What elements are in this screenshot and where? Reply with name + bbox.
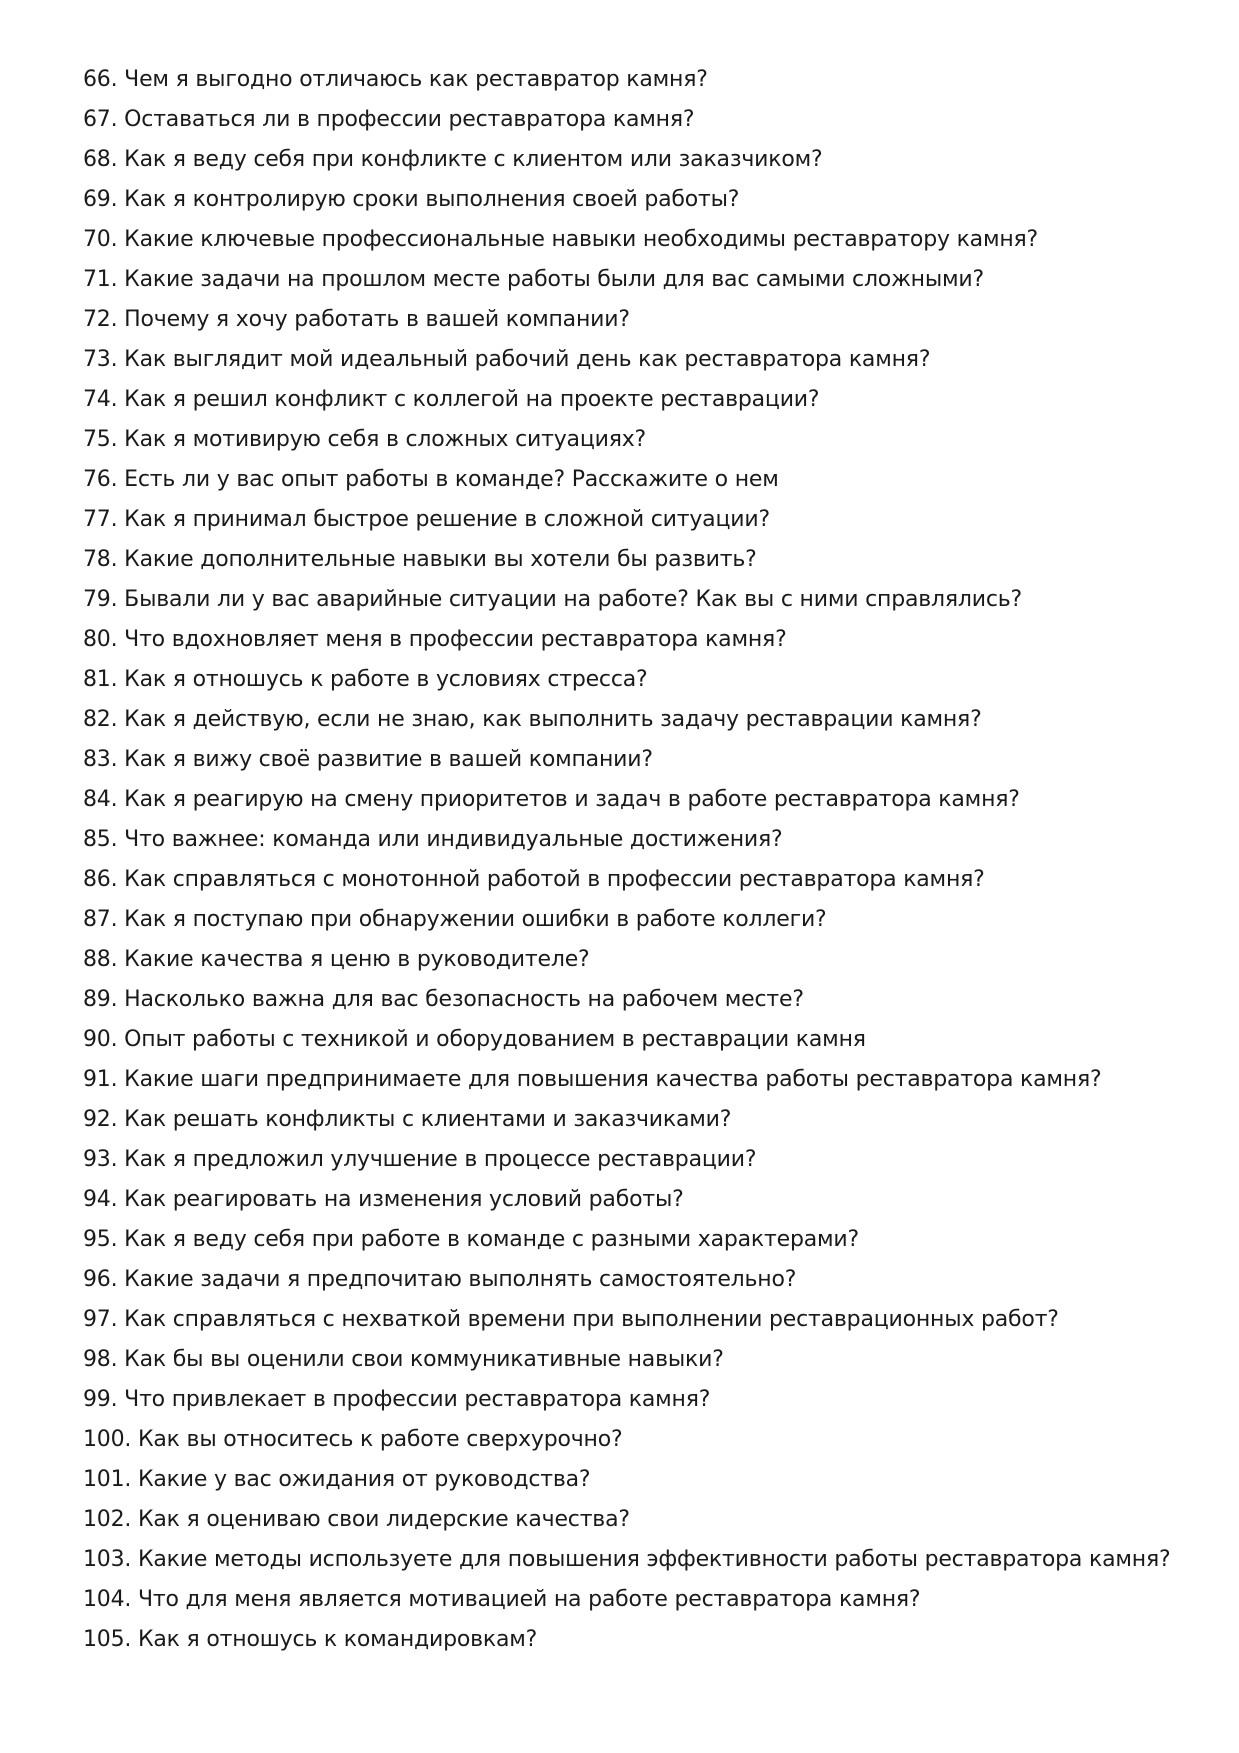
question-item: 100. Как вы относитесь к работе сверхурочно? [83, 1427, 623, 1452]
question-item: 77. Как я принимал быстрое решение в сложной ситуации? [83, 507, 770, 532]
question-item: 74. Как я решил конфликт с коллегой на проекте реставрации? [83, 387, 820, 412]
question-item: 72. Почему я хочу работать в вашей компании? [83, 307, 630, 332]
question-item: 102. Как я оцениваю свои лидерские качества? [83, 1507, 630, 1532]
question-item: 81. Как я отношусь к работе в условиях стресса? [83, 667, 648, 692]
question-item: 103. Какие методы используете для повышения эффективности работы реставратора камня? [83, 1547, 1171, 1572]
question-item: 86. Как справляться с монотонной работой в профессии реставратора камня? [83, 867, 985, 892]
question-item: 85. Что важнее: команда или индивидуальные достижения? [83, 827, 783, 852]
question-item: 87. Как я поступаю при обнаружении ошибки в работе коллеги? [83, 907, 827, 932]
question-item: 93. Как я предложил улучшение в процессе реставрации? [83, 1147, 757, 1172]
question-item: 75. Как я мотивирую себя в сложных ситуациях? [83, 427, 647, 452]
question-item: 83. Как я вижу своё развитие в вашей компании? [83, 747, 653, 772]
question-item: 73. Как выглядит мой идеальный рабочий день как реставратора камня? [83, 347, 931, 372]
question-item: 69. Как я контролирую сроки выполнения своей работы? [83, 187, 740, 212]
question-item: 104. Что для меня является мотивацией на работе реставратора камня? [83, 1587, 921, 1612]
question-item: 66. Чем я выгодно отличаюсь как реставратор камня? [83, 67, 708, 92]
question-item: 101. Какие у вас ожидания от руководства? [83, 1467, 591, 1492]
question-item: 70. Какие ключевые профессиональные навыки необходимы реставратору камня? [83, 227, 1039, 252]
question-item: 92. Как решать конфликты с клиентами и заказчиками? [83, 1107, 732, 1132]
question-item: 78. Какие дополнительные навыки вы хотели бы развить? [83, 547, 757, 572]
question-item: 97. Как справляться с нехваткой времени при выполнении реставрационных работ? [83, 1307, 1059, 1332]
question-item: 96. Какие задачи я предпочитаю выполнять самостоятельно? [83, 1267, 797, 1292]
question-item: 80. Что вдохновляет меня в профессии реставратора камня? [83, 627, 787, 652]
question-item: 95. Как я веду себя при работе в команде с разными характерами? [83, 1227, 859, 1252]
question-item: 82. Как я действую, если не знаю, как выполнить задачу реставрации камня? [83, 707, 982, 732]
question-item: 67. Оставаться ли в профессии реставратора камня? [83, 107, 695, 132]
question-item: 90. Опыт работы с техникой и оборудованием в реставрации камня [83, 1027, 866, 1052]
question-item: 91. Какие шаги предпринимаете для повышения качества работы реставратора камня? [83, 1067, 1102, 1092]
question-item: 94. Как реагировать на изменения условий работы? [83, 1187, 684, 1212]
question-item: 84. Как я реагирую на смену приоритетов и задач в работе реставратора камня? [83, 787, 1020, 812]
question-item: 98. Как бы вы оценили свои коммуникативные навыки? [83, 1347, 724, 1372]
question-item: 71. Какие задачи на прошлом месте работы были для вас самыми сложными? [83, 267, 985, 292]
question-item: 88. Какие качества я ценю в руководителе? [83, 947, 590, 972]
question-item: 68. Как я веду себя при конфликте с клиентом или заказчиком? [83, 147, 823, 172]
question-list [83, 60, 1170, 1660]
question-item: 89. Насколько важна для вас безопасность на рабочем месте? [83, 987, 804, 1012]
question-item: 105. Как я отношусь к командировкам? [83, 1627, 538, 1652]
question-item: 79. Бывали ли у вас аварийные ситуации на работе? Как вы с ними справлялись? [83, 587, 1022, 612]
question-item: 76. Есть ли у вас опыт работы в команде? Расскажите о нем [83, 467, 779, 492]
question-item: 99. Что привлекает в профессии реставратора камня? [83, 1387, 711, 1412]
